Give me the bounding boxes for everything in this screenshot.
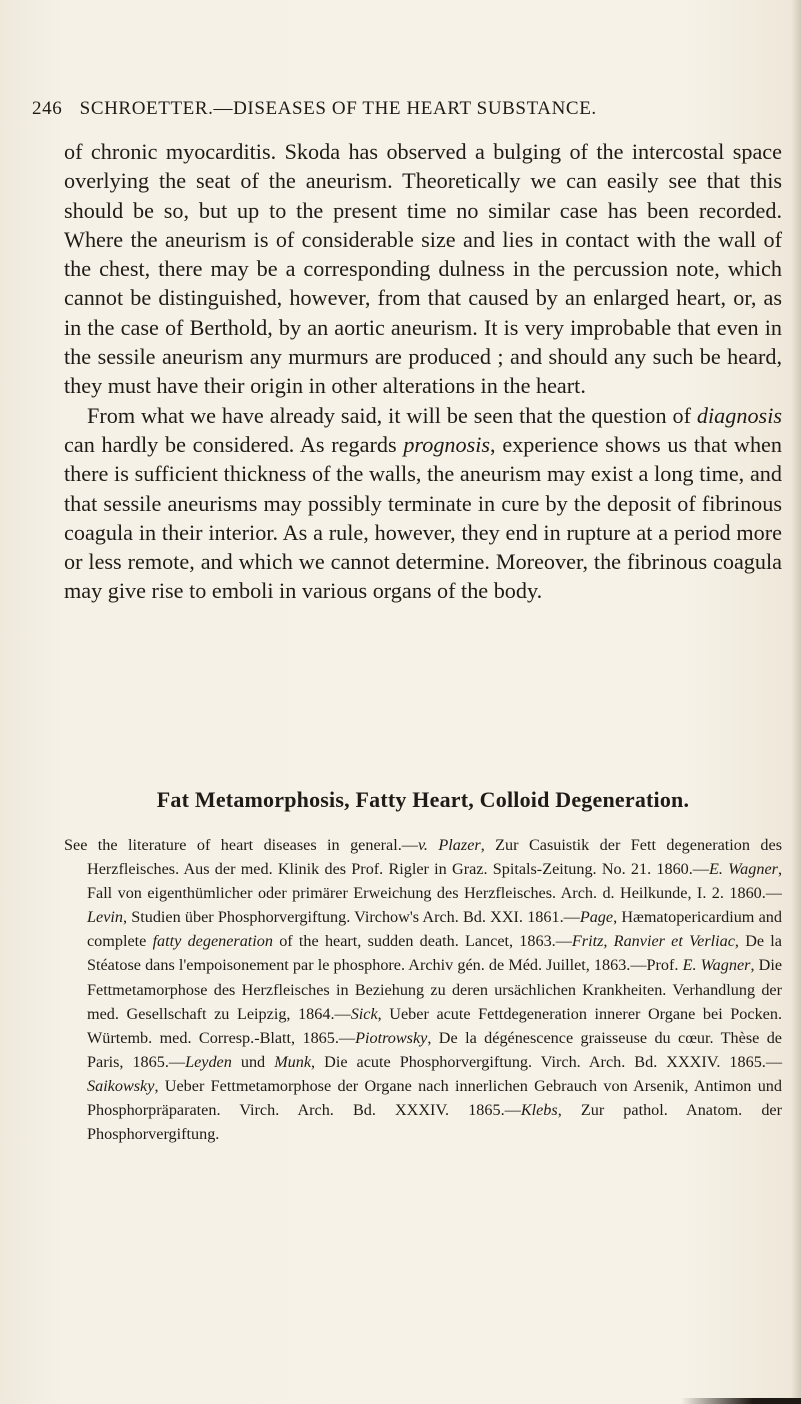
term-prognosis: prognosis (403, 431, 491, 457)
lit-text: , Die acute Phosphorvergiftung. Virch. Arch. Bd. XXXIV. 1865.— (311, 1052, 783, 1071)
page-number: 246 (32, 98, 63, 119)
lit-author: Levin (87, 908, 123, 927)
lit-text: See the literature of heart diseases in general.— (64, 836, 418, 854)
lit-author: Fritz, Ranvier et Verliac (571, 932, 735, 951)
lit-text: , De la dégénescence graisseuse du cœur. Thèse de Paris, 1865.— (87, 1028, 782, 1071)
lit-text: , Ueber acute Fettdegeneration innerer Organe bei Pocken. Würtemb. med. Corresp.-Blatt, 1865.— (87, 1004, 783, 1047)
lit-author: Leyden (185, 1052, 232, 1071)
lit-text: , Hæmatopericardium and complete (87, 908, 782, 951)
paragraph-2-text: , experience shows us that when there is sufficient thickness of the walls, the aneurism may exist a long time, and that sessile aneurisms may possibly terminate in cure by the deposit of fibrinous coagula in their interior. As a rule, however, they end in rupture at a period more or less remote, and which we cannot determine. Moreover, the fibrinous coagula may give rise to emboli in various organs of the body. (64, 431, 782, 604)
lit-author: Page (579, 908, 614, 927)
lit-author: Klebs (520, 1101, 558, 1120)
running-title: SCHROETTER.—DISEASES OF THE HEART SUBSTANCE. (79, 98, 597, 119)
section-title: Fat Metamorphosis, Fatty Heart, Colloid Degeneration. (156, 787, 690, 812)
lit-text: , Zur Casuistik der Fett degeneration des Herzfleisches. Aus der med. Klinik des Prof. Rigler in Graz. Spitals-Zeitung. No. 21. 1860.— (87, 836, 783, 879)
lit-text: , Fall von eigenthümlicher oder primärer Erweichung des Herzfleisches. Arch. d. Heilkunde, I. 2. 1860.— (87, 860, 782, 903)
paragraph-1: of chronic myocarditis. Skoda has observed a bulging of the intercostal space overlying the seat of the aneurism. Theoretically we can easily see that this should be so, but up to the present time no similar case has been recorded. Where the aneurism is of considerable size and lies in contact with the wall of the chest, there may be a corresponding dulness in the percussion note, which cannot be distinguished, however, from that caused by an enlarged heart, or, as in the case of Berthold, by an aortic aneurism. It is very improbable that even in the sessile aneurism any murmurs are produced ; and should any such be heard, they must have their origin in other alterations in the heart. (64, 139, 782, 399)
lit-author: E. Wagner (682, 956, 751, 975)
bottom-edge-mark (681, 1398, 801, 1404)
lit-author: E. Wagner (709, 860, 778, 879)
paragraph-2 (64, 401, 782, 606)
lit-author: Munk (274, 1052, 312, 1071)
lit-author: Saikowsky (87, 1076, 155, 1095)
body-text (64, 137, 782, 606)
literature-list (64, 833, 782, 1146)
page-edge-shadow (791, 0, 801, 1404)
paragraph-2-text: From what we have already said, it will be seen that the question of (87, 402, 697, 428)
lit-text: , Die Fettmetamorphose des Herzfleisches in Beziehung zu deren ursächlichen Krankheiten. Verhandlung der med. Gesellschaft zu Leipzig, 1864.— (87, 956, 783, 1023)
paragraph-2-text: can hardly be considered. As regards (64, 431, 404, 457)
lit-author: Sick (350, 1004, 378, 1023)
lit-author: Piotrowsky (355, 1028, 428, 1047)
lit-emphasis: fatty degeneration (152, 932, 273, 951)
term-diagnosis: diagnosis (696, 402, 782, 428)
lit-text: , Studien über Phosphorvergiftung. Virchow's Arch. Bd. XXI. 1861.— (122, 908, 580, 927)
lit-text: , Ueber Fettmetamorphose der Organe nach innerlichen Gebrauch von Arsenik, Antimon und Phosphorpräparaten. Virch. Arch. Bd. XXXIV. 1865.— (87, 1076, 782, 1120)
lit-author: v. Plazer (417, 836, 481, 854)
lit-text: , De la Stéatose dans l'empoisonement par le phosphore. Archiv gén. de Méd. Juillet, 1863.—Prof. (87, 932, 782, 975)
lit-text: , Zur pathol. Anatom. der Phosphorvergiftung. (87, 1101, 782, 1144)
lit-text: of the heart, sudden death. Lancet, 1863.— (272, 932, 572, 951)
running-header (32, 98, 772, 120)
lit-text: und (231, 1052, 275, 1071)
